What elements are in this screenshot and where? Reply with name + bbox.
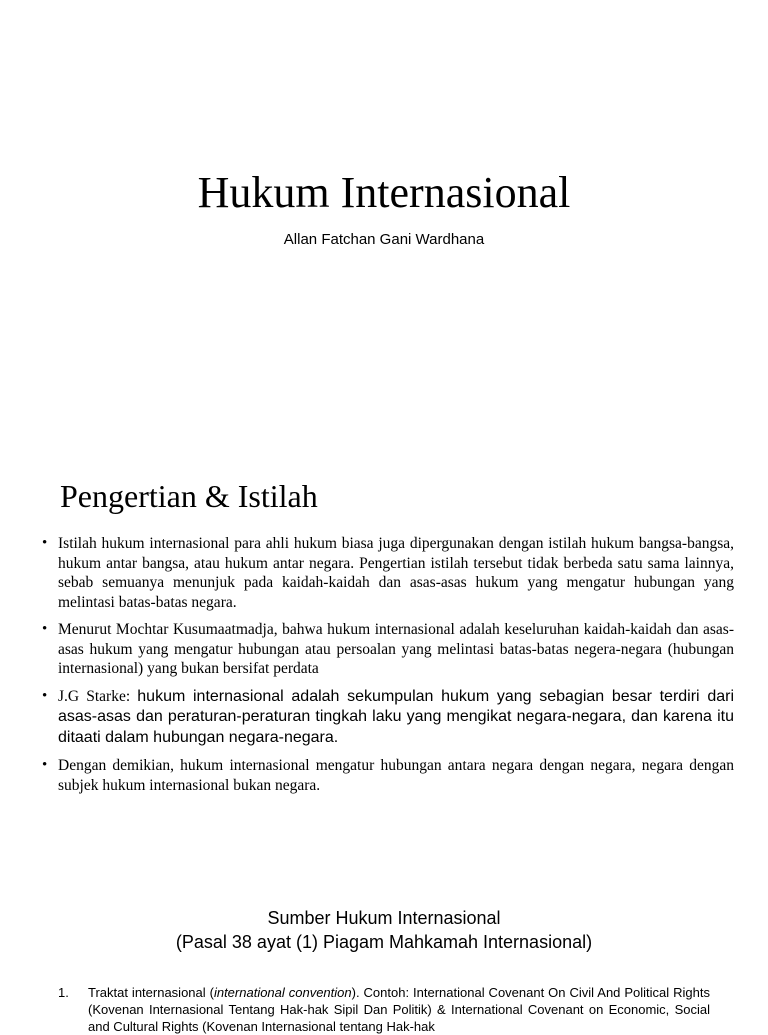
list-text-italic: international convention <box>213 985 352 1000</box>
bullet-text: Istilah hukum internasional para ahli hukum biasa juga dipergunakan dengan istilah hukum bangsa-bangsa, hukum antar bangsa, atau hukum antar negara. Pengertian istilah tersebut tidak berbeda satu sama lainnya, sebab semuanya menunjuk pada kaidah-kaidah dan asas-asas hukum yang mengatur hubungan yang melintasi batas-batas negara. <box>58 535 734 611</box>
bullet-icon: • <box>42 687 48 704</box>
list-text <box>88 984 710 1035</box>
slide-title-line: Sumber Hukum Internasional <box>267 908 501 928</box>
bullet-item <box>42 687 734 749</box>
list-text-part: ). Contoh: International Covenant On Civil And Political Rights (Kovenan Internasional Tentang Hak-hak Sipil Dan Politik) & International Covenant on Economic, Social and Cultural Rights (Kovenan Internasional tentang Hak-hak <box>88 985 710 1034</box>
bullet-text: Menurut Mochtar Kusumaatmadja, bahwa hukum internasional adalah keseluruhan kaidah-kaidah dan asas-asas hukum yang mengatur hubungan atau persoalan yang melintasi batas-batas negera-negara (hubungan internasional) yang bukan bersifat perdata <box>58 621 734 677</box>
bullet-icon: • <box>42 535 48 551</box>
list-number: 1. <box>58 985 69 1000</box>
numbered-list <box>58 984 710 1035</box>
bullet-list <box>42 534 734 803</box>
definition-slide <box>0 400 768 880</box>
list-item <box>58 984 710 1035</box>
title-slide <box>0 0 768 400</box>
bullet-icon: • <box>42 621 48 637</box>
list-text-part: Traktat internasional ( <box>88 985 214 1000</box>
presentation-title: Hukum Internasional <box>197 168 571 217</box>
bullet-text: Dengan demikian, hukum internasional mengatur hubungan antara negara dengan negara, negara dengan subjek hukum internasional bukan negara. <box>58 757 734 794</box>
slide-subtitle-line: (Pasal 38 ayat (1) Piagam Mahkamah Internasional) <box>175 932 593 952</box>
author-name: Allan Fatchan Gani Wardhana <box>283 231 485 248</box>
bullet-icon: • <box>42 757 48 773</box>
sources-slide <box>0 880 768 1034</box>
bullet-item <box>42 756 734 795</box>
bullet-text-container <box>58 687 734 749</box>
bullet-item <box>42 620 734 679</box>
slide-title <box>0 906 768 954</box>
bullet-lead: J.G Starke: <box>58 687 138 705</box>
slide-title: Pengertian & Istilah <box>60 478 318 514</box>
bullet-item <box>42 534 734 612</box>
bullet-text: hukum internasional adalah sekumpulan hukum yang sebagian besar terdiri dari asas-asas dan peraturan-peraturan tingkah laku yang mengikat negara-negara, dan karena itu ditaati dalam hubungan negara-negara. <box>58 687 734 746</box>
